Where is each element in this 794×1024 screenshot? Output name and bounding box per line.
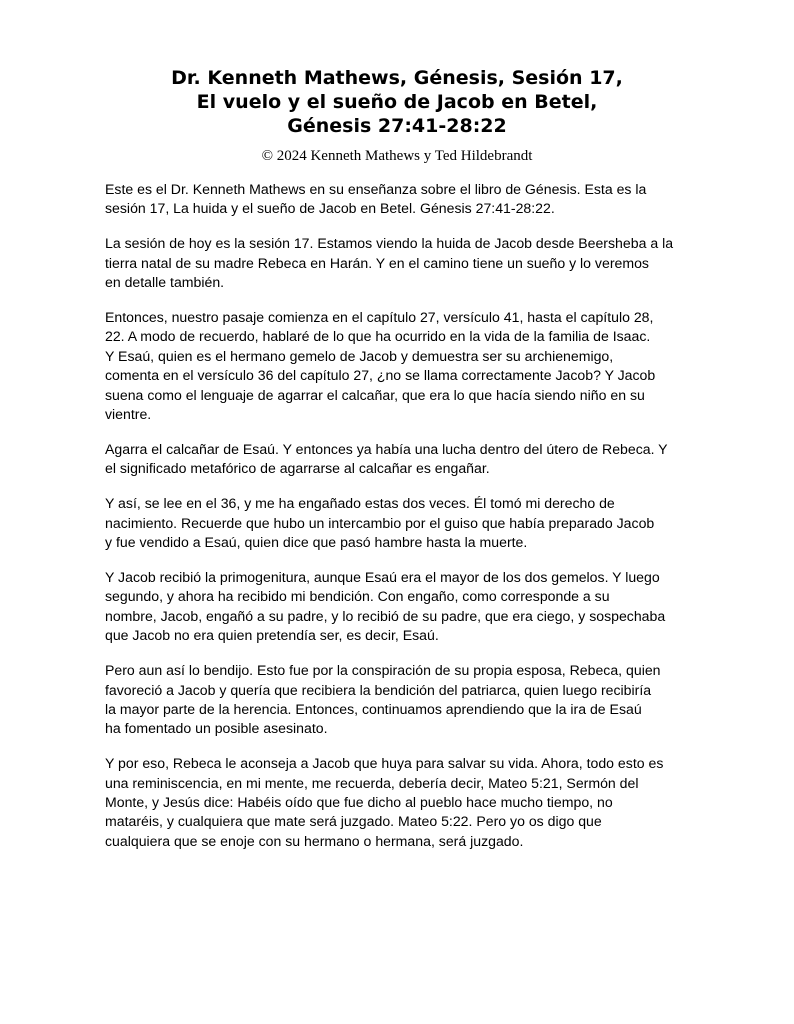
text-line: La sesión de hoy es la sesión 17. Estamos viendo la huida de Jacob desde Beersheba a la xyxy=(105,235,674,252)
text-line: Este es el Dr. Kenneth Mathews en su enseñanza sobre el libro de Génesis. Esta es la xyxy=(105,181,647,197)
text-line: ha fomentado un posible asesinato. xyxy=(105,720,328,737)
paragraph xyxy=(105,440,705,479)
text-line: vientre. xyxy=(105,406,152,423)
text-line: que Jacob no era quien pretendía ser, es decir, Esaú. xyxy=(105,627,439,644)
paragraph xyxy=(105,661,705,739)
text-line: nacimiento. Recuerde que hubo un intercambio por el guiso que había preparado Jacob xyxy=(105,514,655,531)
text-line: 22. A modo de recuerdo, hablaré de lo que ha ocurrido en la vida de la familia de Isaac. xyxy=(105,328,651,345)
text-line: la mayor parte de la herencia. Entonces, continuamos aprendiendo que la ira de Esaú xyxy=(105,700,642,717)
paragraph xyxy=(105,568,705,646)
text-line: suena como el lenguaje de agarrar el calcañar, que era lo que hacía siendo niño en su xyxy=(105,386,645,403)
copyright-notice: © 2024 Kenneth Mathews y Ted Hildebrandt xyxy=(261,148,533,164)
paragraph xyxy=(105,308,705,424)
text-line: Entonces, nuestro pasaje comienza en el capítulo 27, versículo 41, hasta el capítulo 28, xyxy=(105,309,654,326)
text-line: tierra natal de su madre Rebeca en Harán. Y en el camino tiene un sueño y lo veremos xyxy=(105,254,649,271)
title-line: Dr. Kenneth Mathews, Génesis, Sesión 17, xyxy=(171,67,623,89)
text-line: Pero aun así lo bendijo. Esto fue por la conspiración de su propia esposa, Rebeca, quien xyxy=(105,662,661,679)
text-line: Y Esaú, quien es el hermano gemelo de Jacob y demuestra ser su archienemigo, xyxy=(105,347,614,364)
text-line: mataréis, y cualquiera que mate será juzgado. Mateo 5:22. Pero yo os digo que xyxy=(105,813,602,830)
title-line: El vuelo y el sueño de Jacob en Betel, xyxy=(196,91,598,113)
text-line: Y por eso, Rebeca le aconseja a Jacob que huya para salvar su vida. Ahora, todo esto es xyxy=(105,755,664,772)
text-line: Y así, se lee en el 36, y me ha engañado estas dos veces. Él tomó mi derecho de xyxy=(105,495,615,512)
paragraph xyxy=(105,180,705,219)
text-line: una reminiscencia, en mi mente, me recuerda, debería decir, Mateo 5:21, Sermón del xyxy=(105,774,639,791)
text-line: y fue vendido a Esaú, quien dice que pasó hambre hasta la muerte. xyxy=(105,534,528,551)
title-line: Génesis 27:41-28:22 xyxy=(287,115,507,137)
document-body xyxy=(105,180,705,867)
text-line: cualquiera que se enoje con su hermano o hermana, será juzgado. xyxy=(105,832,524,849)
document-title xyxy=(0,66,794,138)
text-line: el significado metafórico de agarrarse al calcañar es engañar. xyxy=(105,460,490,477)
text-line: Monte, y Jesús dice: Habéis oído que fue dicho al pueblo hace mucho tiempo, no xyxy=(105,794,613,811)
text-line: en detalle también. xyxy=(105,274,225,291)
text-line: favoreció a Jacob y quería que recibiera la bendición del patriarca, quien luego recibiría xyxy=(105,681,652,698)
text-line: Y Jacob recibió la primogenitura, aunque Esaú era el mayor de los dos gemelos. Y luego xyxy=(105,569,660,585)
text-line: Agarra el calcañar de Esaú. Y entonces ya había una lucha dentro del útero de Rebeca. Y xyxy=(105,440,668,457)
paragraph xyxy=(105,234,705,292)
text-line: nombre, Jacob, engañó a su padre, y lo recibió de su padre, que era ciego, y sospechaba xyxy=(105,607,666,624)
text-line: sesión 17, La huida y el sueño de Jacob en Betel. Génesis 27:41-28:22. xyxy=(105,200,555,217)
paragraph xyxy=(105,494,705,552)
text-line: segundo, y ahora ha recibido mi bendición. Con engaño, como corresponde a su xyxy=(105,588,610,605)
text-line: comenta en el versículo 36 del capítulo 27, ¿no se llama correctamente Jacob? Y Jacob xyxy=(105,367,656,384)
paragraph xyxy=(105,754,705,851)
